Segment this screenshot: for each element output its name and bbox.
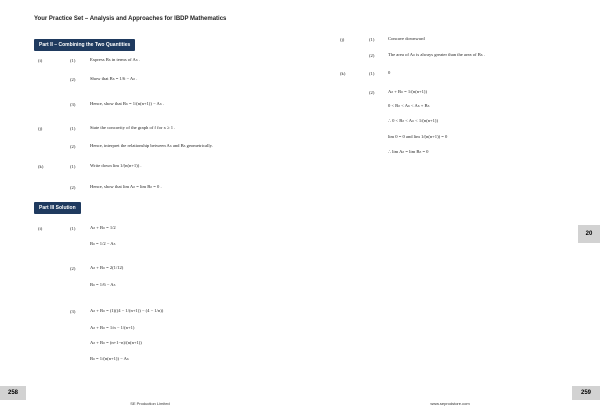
question-number: (i) [38, 58, 43, 63]
solution-line: Aₙ + Bₙ = (n+1−n)/(n(n+1)) [90, 340, 142, 345]
question-sub: (1) [70, 164, 76, 169]
question-text: Show that Bₙ = 1/6 − Aₙ . [90, 76, 138, 81]
solution-number: (i) [38, 226, 43, 231]
question-sub: (1) [70, 126, 76, 131]
part-iii-title: Part III Solution [34, 202, 81, 214]
solution-sub: (1) [369, 71, 375, 76]
right-page [300, 0, 600, 420]
solution-sub: (2) [369, 53, 375, 58]
solution-line: 0 [388, 70, 391, 75]
question-text: State the concavity of the graph of f for x ≥ 1 . [90, 125, 176, 130]
footer-website: www.seprodstore.com [430, 401, 470, 406]
solution-sub: (1) [70, 226, 76, 231]
solution-sub: (2) [369, 90, 375, 95]
solution-line: The area of Aₙ is always greater than the area of Bₙ . [388, 52, 485, 57]
question-text: Hence, interpret the relationship between Aₙ and Bₙ geometrically. [90, 143, 213, 148]
question-sub: (2) [70, 77, 76, 82]
solution-line: Bₙ = 1/2 − Aₙ [90, 241, 116, 246]
solution-line: Bₙ = 1/6 − Aₙ [90, 282, 116, 287]
question-sub: (2) [70, 144, 76, 149]
question-text: Hence, show that Bₙ = 1/(n(n+1)) − Aₙ . [90, 101, 164, 106]
solution-line: Aₙ + Bₙ = 1/(n(n+1)) [388, 89, 427, 94]
question-sub: (2) [70, 185, 76, 190]
solution-line: Aₙ + Bₙ = (1)((4 − 1/(n+1)) − (4 − 1/n)) [90, 308, 164, 313]
question-text: Write down lim 1/(n(n+1)) . [90, 163, 142, 168]
solution-sub: (1) [369, 37, 375, 42]
solution-line: Aₙ + Bₙ = 2(1/12) [90, 265, 124, 270]
page-number-badge: 259 [572, 386, 600, 400]
solution-line: lim 0 = 0 and lim 1/(n(n+1)) = 0 [388, 134, 448, 139]
question-sub: (1) [70, 58, 76, 63]
solution-line: 0 < Bₙ < Aₙ < Aₙ + Bₙ [388, 103, 430, 108]
solution-sub: (2) [70, 266, 76, 271]
question-text: Express Bₙ in terms of Aₙ . [90, 57, 140, 62]
solution-number: (j) [340, 37, 345, 42]
solution-line: ∴ lim Aₙ = lim Bₙ = 0 [388, 149, 429, 154]
solution-number: (k) [340, 71, 346, 76]
part-ii-title: Part II – Combining the Two Quantities [34, 39, 135, 51]
solution-line: Concave downward [388, 36, 425, 41]
solution-line: ∴ 0 < Bₙ < Aₙ < 1/(n(n+1)) [388, 118, 438, 123]
solution-sub: (3) [70, 309, 76, 314]
footer-publisher: SE Production Limited [130, 401, 170, 406]
question-text: Hence, show that lim Aₙ = lim Bₙ = 0 . [90, 184, 162, 189]
page-number-badge: 258 [0, 386, 26, 400]
solution-line: Bₙ = 1/(n(n+1)) − Aₙ [90, 356, 129, 361]
chapter-side-tab: 20 [578, 225, 600, 243]
question-number: (j) [38, 126, 43, 131]
question-sub: (3) [70, 102, 76, 107]
question-number: (k) [38, 164, 44, 169]
solution-line: Aₙ + Bₙ = 1/n − 1/(n+1) [90, 325, 135, 330]
solution-line: Aₙ + Bₙ = 1/2 [90, 225, 116, 230]
running-header: Your Practice Set – Analysis and Approaches for IBDP Mathematics [34, 16, 227, 22]
